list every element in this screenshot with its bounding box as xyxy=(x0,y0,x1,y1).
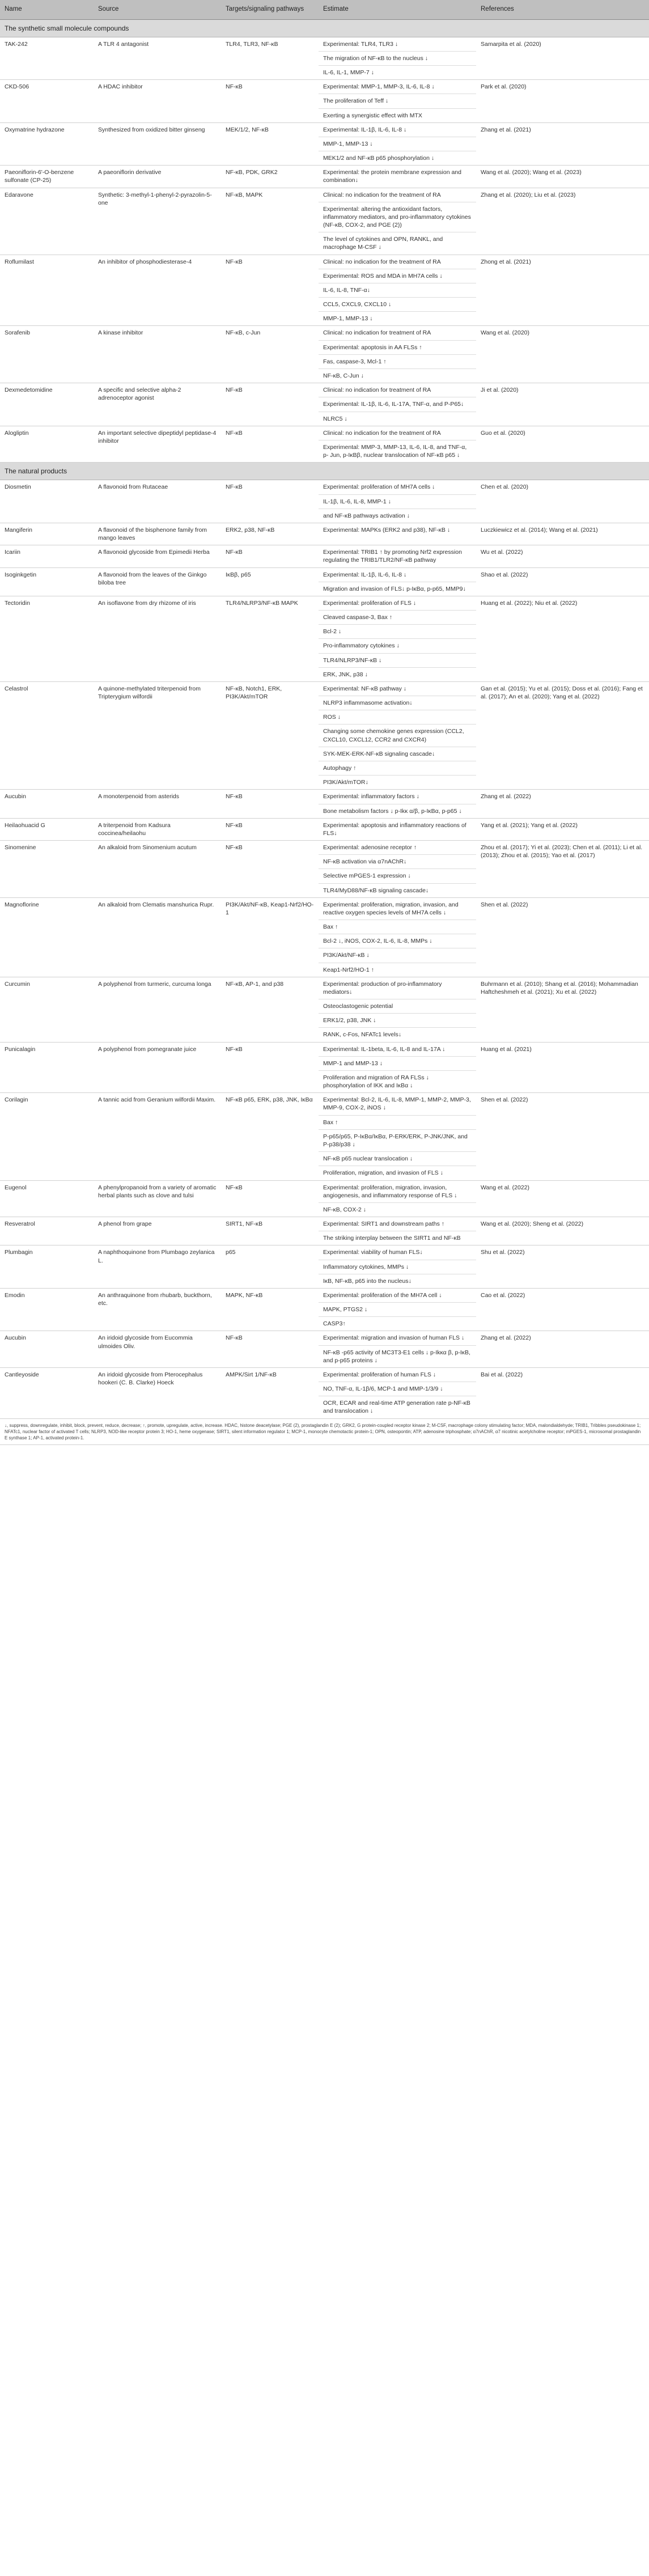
compound-name: Paeoniflorin-6'-O-benzene sulfonate (CP-25) xyxy=(0,166,94,188)
estimate-line: Proliferation and migration of RA FLSs ↓ phosphorylation of IKK and IκBα ↓ xyxy=(323,1074,429,1090)
table-row xyxy=(0,166,649,188)
compound-source: Synthesized from oxidized bitter ginseng xyxy=(94,122,221,166)
footnote-row xyxy=(0,1418,649,1445)
compound-name: Resveratrol xyxy=(0,1217,94,1245)
compound-source: A flavonoid glycoside from Epimedii Herba xyxy=(94,545,221,567)
section-row xyxy=(0,19,649,37)
compound-name: Heilaohuacid G xyxy=(0,818,94,840)
estimate-line: and NF-κB pathways activation ↓ xyxy=(323,512,410,519)
compound-estimate xyxy=(319,80,476,123)
estimate-line: Experimental: SIRT1 and downstream paths ↑ xyxy=(319,1217,476,1231)
compound-name: Sorafenib xyxy=(0,326,94,383)
header-source: Source xyxy=(94,0,221,19)
compound-targets: NF-κB xyxy=(221,545,319,567)
compound-name: Plumbagin xyxy=(0,1245,94,1289)
table-row xyxy=(0,188,649,255)
estimate-line: CCL5, CXCL9, CXCL10 ↓ xyxy=(319,298,476,312)
table-row xyxy=(0,841,649,898)
estimate-line: Experimental: the protein membrane expression and combination↓ xyxy=(323,169,461,184)
compound-estimate xyxy=(319,818,476,840)
compound-estimate xyxy=(319,1217,476,1245)
estimate-line: Bax ↑ xyxy=(319,1116,476,1130)
compound-targets: NF-κB xyxy=(221,818,319,840)
compound-estimate xyxy=(319,383,476,426)
estimate-line: Experimental: NF-κB pathway ↓ xyxy=(319,682,476,696)
compound-source: A kinase inhibitor xyxy=(94,326,221,383)
compound-references: Wu et al. (2022) xyxy=(476,545,649,567)
compound-estimate xyxy=(319,188,476,255)
compound-estimate xyxy=(319,1245,476,1289)
compound-name: Tectoridin xyxy=(0,596,94,681)
compound-estimate xyxy=(319,1042,476,1093)
compound-references: Zhang et al. (2022) xyxy=(476,1331,649,1368)
estimate-line: Changing some chemokine genes expression (CCL2, CXCL10, CXCL12, CCR2 and CXCR4) xyxy=(319,724,476,747)
compound-source: A phenol from grape xyxy=(94,1217,221,1245)
estimate-line: NF-κB activation via α7nAChR↓ xyxy=(319,855,476,869)
estimate-line: PI3K/Akt/NF-κB ↓ xyxy=(319,948,476,963)
compound-estimate xyxy=(319,37,476,80)
compound-references: Bai et al. (2022) xyxy=(476,1367,649,1418)
compound-references: Park et al. (2020) xyxy=(476,80,649,123)
table-row xyxy=(0,326,649,383)
estimate-line: Autophagy ↑ xyxy=(319,761,476,776)
header-references: References xyxy=(476,0,649,19)
compound-source: Synthetic: 3-methyl-1-phenyl-2-pyrazolin-5-one xyxy=(94,188,221,255)
compound-estimate xyxy=(319,977,476,1042)
compound-name: TAK-242 xyxy=(0,37,94,80)
compound-references: Shen et al. (2022) xyxy=(476,897,649,977)
compound-references: Zhou et al. (2017); Yi et al. (2023); Chen et al. (2011); Li et al. (2013); Zhou et al. (2015); Yao et al. (2017) xyxy=(476,841,649,898)
compound-references: Chen et al. (2020) xyxy=(476,480,649,523)
compound-targets: NF-κB xyxy=(221,790,319,818)
estimate-line: P-p65/p65, P-IκBα/IκBα, P-ERK/ERK, P-JNK/JNK, and P-p38/p38 ↓ xyxy=(319,1130,476,1152)
compound-references: Cao et al. (2022) xyxy=(476,1288,649,1331)
compound-targets: NF-κB, Notch1, ERK, PI3K/Akt/mTOR xyxy=(221,681,319,789)
table-row xyxy=(0,383,649,426)
section-row xyxy=(0,463,649,480)
estimate-line: Experimental: MMP-1, MMP-3, IL-6, IL-8 ↓ xyxy=(319,80,476,94)
compound-references: Wang et al. (2020); Sheng et al. (2022) xyxy=(476,1217,649,1245)
table-row xyxy=(0,1331,649,1368)
estimate-line: Experimental: altering the antioxidant factors, inflammatory mediators, and pro-inflammatory cytokines (NF-κB, COX-2, and PGE (2)) xyxy=(319,202,476,233)
compound-targets: TLR4/NLRP3/NF-κB MAPK xyxy=(221,596,319,681)
compound-name: Punicalagin xyxy=(0,1042,94,1093)
estimate-line: Experimental: IL-1β, IL-6, IL-8 ↓ xyxy=(319,568,476,582)
compound-targets: ERK2, p38, NF-κB xyxy=(221,523,319,545)
estimate-line: MEK1/2 and NF-κB p65 phosphorylation ↓ xyxy=(323,155,435,162)
estimate-line: Proliferation, migration, and invasion of FLS ↓ xyxy=(323,1170,443,1177)
compound-estimate xyxy=(319,681,476,789)
estimate-line: Migration and invasion of FLS↓ p-IκBα, p-p65, MMP9↓ xyxy=(323,585,466,592)
estimate-line: RANK, c-Fos, NFATc1 levels↓ xyxy=(323,1031,402,1039)
table-row xyxy=(0,1093,649,1180)
estimate-line: Clinical: no indication for the treatment of RA xyxy=(319,255,476,269)
estimate-line: Experimental: Bcl-2, IL-6, IL-8, MMP-1, MMP-2, MMP-3, MMP-9, COX-2, iNOS ↓ xyxy=(319,1093,476,1115)
compound-estimate xyxy=(319,1367,476,1418)
compound-estimate xyxy=(319,1331,476,1368)
estimate-line: NF-κB p65 nuclear translocation ↓ xyxy=(319,1152,476,1166)
compound-name: Alogliptin xyxy=(0,426,94,463)
compound-estimate xyxy=(319,567,476,596)
estimate-line: IL-1β, IL-6, IL-8, MMP-1 ↓ xyxy=(319,495,476,509)
compound-references: Gan et al. (2015); Yu et al. (2015); Doss et al. (2016); Fang et al. (2017); An et al. (2020); Yang et al. (2022) xyxy=(476,681,649,789)
compound-references: Guo et al. (2020) xyxy=(476,426,649,463)
compound-name: Isoginkgetin xyxy=(0,567,94,596)
estimate-line: NO, TNF-α, IL-1β/6, MCP-1 and MMP-1/3/9 ↓ xyxy=(319,1382,476,1396)
compound-source: An iridoid glycoside from Pterocephalus hookeri (C. B. Clarke) Hoeck xyxy=(94,1367,221,1418)
compound-source: A tannic acid from Geranium wilfordii Maxim. xyxy=(94,1093,221,1180)
estimate-line: Experimental: IL-1β, IL-6, IL-8 ↓ xyxy=(319,123,476,137)
section-title: The synthetic small molecule compounds xyxy=(0,19,649,37)
header-targets: Targets/signaling pathways xyxy=(221,0,319,19)
table-row xyxy=(0,426,649,463)
estimate-line: MAPK, PTGS2 ↓ xyxy=(319,1303,476,1317)
estimate-line: Bcl-2 ↓, iNOS, COX-2, IL-6, IL-8, MMPs ↓ xyxy=(319,934,476,948)
compound-name: Emodin xyxy=(0,1288,94,1331)
estimate-line: Clinical: no indication for the treatment of RA xyxy=(319,188,476,202)
compound-estimate xyxy=(319,790,476,818)
estimate-line: Experimental: apoptosis and inflammatory reactions of FLS↓ xyxy=(323,821,466,837)
compound-estimate xyxy=(319,480,476,523)
estimate-line: TLR4/NLRP3/NF-κB ↓ xyxy=(319,654,476,668)
compound-targets: PI3K/Akt/NF-κB, Keap1-Nrf2/HO-1 xyxy=(221,897,319,977)
compound-targets: NF-κB, PDK, GRK2 xyxy=(221,166,319,188)
compound-targets: NF-κB xyxy=(221,1180,319,1217)
estimate-line: Fas, caspase-3, Mcl-1 ↑ xyxy=(319,355,476,369)
compound-estimate xyxy=(319,523,476,545)
compound-estimate xyxy=(319,255,476,326)
estimate-line: Experimental: proliferation, migration, invasion, and reactive oxygen species levels of MH7A cells ↓ xyxy=(319,898,476,920)
compound-references: Shen et al. (2022) xyxy=(476,1093,649,1180)
compound-source: A flavonoid from the leaves of the Ginkgo biloba tree xyxy=(94,567,221,596)
table-row xyxy=(0,681,649,789)
estimate-line: ERK1/2, p38, JNK ↓ xyxy=(319,1014,476,1028)
compound-targets: NF-κB xyxy=(221,841,319,898)
compound-source: A polyphenol from pomegranate juice xyxy=(94,1042,221,1093)
estimate-line: ROS ↓ xyxy=(319,710,476,724)
estimate-line: Pro-inflammatory cytokines ↓ xyxy=(319,639,476,653)
estimate-line: ERK, JNK, p38 ↓ xyxy=(323,671,368,678)
estimate-line: Exerting a synergistic effect with MTX xyxy=(323,112,422,119)
estimate-line: Osteoclastogenic potential xyxy=(319,999,476,1014)
estimate-line: The proliferation of Teff ↓ xyxy=(319,94,476,108)
compound-references: Wang et al. (2020); Wang et al. (2023) xyxy=(476,166,649,188)
table-row xyxy=(0,1245,649,1289)
estimate-line: Experimental: apoptosis in AA FLSs ↑ xyxy=(319,341,476,355)
compound-targets: TLR4, TLR3, NF-κB xyxy=(221,37,319,80)
estimate-line: Experimental: proliferation of human FLS ↓ xyxy=(319,1368,476,1382)
compound-targets: NF-κB xyxy=(221,80,319,123)
compound-references: Yang et al. (2021); Yang et al. (2022) xyxy=(476,818,649,840)
table-row xyxy=(0,545,649,567)
estimate-line: SYK-MEK-ERK-NF-κB signaling cascade↓ xyxy=(319,747,476,761)
compound-name: Sinomenine xyxy=(0,841,94,898)
table-row xyxy=(0,977,649,1042)
compound-targets: MEK/1/2, NF-κB xyxy=(221,122,319,166)
compound-source: A HDAC inhibitor xyxy=(94,80,221,123)
compound-source: An alkaloid from Sinomenium acutum xyxy=(94,841,221,898)
compound-references: Huang et al. (2022); Niu et al. (2022) xyxy=(476,596,649,681)
compound-source: A flavonoid from Rutaceae xyxy=(94,480,221,523)
compound-references: Shao et al. (2022) xyxy=(476,567,649,596)
estimate-line: Experimental: migration and invasion of human FLS ↓ xyxy=(319,1331,476,1345)
estimate-line: MMP-1, MMP-13 ↓ xyxy=(319,137,476,151)
compound-name: Oxymatrine hydrazone xyxy=(0,122,94,166)
compound-source: An isoflavone from dry rhizome of iris xyxy=(94,596,221,681)
estimate-line: NLRC5 ↓ xyxy=(323,415,347,422)
compound-references: Samarpita et al. (2020) xyxy=(476,37,649,80)
table-row xyxy=(0,818,649,840)
compound-source: A polyphenol from turmeric, curcuma longa xyxy=(94,977,221,1042)
table-row xyxy=(0,596,649,681)
compound-source: An anthraquinone from rhubarb, buckthorn, etc. xyxy=(94,1288,221,1331)
compound-name: Dexmedetomidine xyxy=(0,383,94,426)
estimate-line: IκB, NF-κB, p65 into the nucleus↓ xyxy=(323,1277,412,1285)
compound-references: Wang et al. (2020) xyxy=(476,326,649,383)
estimate-line: Experimental: MMP-3, MMP-13, IL-6, IL-8, and TNF-α, p- Jun, p-IκBβ, nuclear translocation of NF-κB p65 ↓ xyxy=(323,443,467,459)
compound-source: A phenylpropanoid from a variety of aromatic herbal plants such as clove and tulsi xyxy=(94,1180,221,1217)
table-row xyxy=(0,567,649,596)
compound-estimate xyxy=(319,596,476,681)
compound-references: Zhong et al. (2021) xyxy=(476,255,649,326)
compound-name: Edaravone xyxy=(0,188,94,255)
compound-source: A monoterpenoid from asterids xyxy=(94,790,221,818)
compound-targets: AMPK/Sirt 1/NF-κB xyxy=(221,1367,319,1418)
estimate-line: Bax ↑ xyxy=(319,920,476,934)
table-row xyxy=(0,523,649,545)
compound-references: Zhang et al. (2022) xyxy=(476,790,649,818)
compound-references: Wang et al. (2022) xyxy=(476,1180,649,1217)
estimate-line: Experimental: IL-1beta, IL-6, IL-8 and IL-17A ↓ xyxy=(319,1043,476,1057)
estimate-line: Experimental: MAPKs (ERK2 and p38), NF-κB ↓ xyxy=(323,526,451,533)
compound-name: Cantleyoside xyxy=(0,1367,94,1418)
compound-targets: SIRT1, NF-κB xyxy=(221,1217,319,1245)
compound-estimate xyxy=(319,897,476,977)
compound-source: A specific and selective alpha-2 adrenoceptor agonist xyxy=(94,383,221,426)
table-row xyxy=(0,1217,649,1245)
compound-targets: NF-κB xyxy=(221,426,319,463)
estimate-line: Keap1-Nrf2/HO-1 ↑ xyxy=(323,966,374,973)
compound-targets: p65 xyxy=(221,1245,319,1289)
compound-references: Zhang et al. (2021) xyxy=(476,122,649,166)
compound-name: Icariin xyxy=(0,545,94,567)
estimate-line: Experimental: ROS and MDA in MH7A cells ↓ xyxy=(319,269,476,283)
header-estimate: Estimate xyxy=(319,0,476,19)
estimate-line: Clinical: no indication for the treatment of RA xyxy=(319,426,476,440)
compound-targets: NF-κB xyxy=(221,1331,319,1368)
header-name: Name xyxy=(0,0,94,19)
table-row xyxy=(0,1042,649,1093)
compound-name: Diosmetin xyxy=(0,480,94,523)
compound-references: Huang et al. (2021) xyxy=(476,1042,649,1093)
compound-targets: NF-κB xyxy=(221,480,319,523)
estimate-line: Experimental: viability of human FLS↓ xyxy=(319,1245,476,1260)
compound-source: A naphthoquinone from Plumbago zeylanica L. xyxy=(94,1245,221,1289)
compound-source: A triterpenoid from Kadsura coccinea/heilaohu xyxy=(94,818,221,840)
estimate-line: IL-6, IL-1, MMP-7 ↓ xyxy=(323,69,374,77)
compound-source: A quinone-methylated triterpenoid from Tripterygium wilfordii xyxy=(94,681,221,789)
compound-references: Shu et al. (2022) xyxy=(476,1245,649,1289)
estimate-line: MMP-1 and MMP-13 ↓ xyxy=(319,1057,476,1071)
estimate-line: Experimental: IL-1β, IL-6, IL-17A, TNF-α, and P-P65↓ xyxy=(319,397,476,412)
compound-estimate xyxy=(319,122,476,166)
table-row xyxy=(0,255,649,326)
compound-targets: NF-κB, AP-1, and p38 xyxy=(221,977,319,1042)
compound-estimate xyxy=(319,1288,476,1331)
compound-source: An important selective dipeptidyl peptidase-4 inhibitor xyxy=(94,426,221,463)
compound-name: Curcumin xyxy=(0,977,94,1042)
table-row xyxy=(0,790,649,818)
compound-targets: NF-κB, MAPK xyxy=(221,188,319,255)
table-row xyxy=(0,480,649,523)
compound-targets: NF-κB, c-Jun xyxy=(221,326,319,383)
estimate-line: Cleaved caspase-3, Bax ↑ xyxy=(319,611,476,625)
estimate-line: The migration of NF-κB to the nucleus ↓ xyxy=(319,52,476,66)
estimate-line: Bone metabolism factors ↓ p-Ikκ α/β, p-IκBα, p-p65 ↓ xyxy=(323,807,462,815)
compound-estimate xyxy=(319,1093,476,1180)
estimate-line: Clinical: no indication for treatment of RA xyxy=(319,383,476,397)
estimate-line: The level of cytokines and OPN, RANKL, and macrophage M-CSF ↓ xyxy=(323,236,443,251)
compound-name: Celastrol xyxy=(0,681,94,789)
estimate-line: Bcl-2 ↓ xyxy=(319,625,476,639)
compound-estimate xyxy=(319,545,476,567)
compound-estimate xyxy=(319,1180,476,1217)
estimate-line: Experimental: TLR4, TLR3 ↓ xyxy=(319,37,476,52)
compound-targets: MAPK, NF-κB xyxy=(221,1288,319,1331)
section-title: The natural products xyxy=(0,463,649,480)
estimate-line: Experimental: production of pro-inflammatory mediators↓ xyxy=(319,977,476,999)
estimate-line: NF-κB, COX-2 ↓ xyxy=(323,1206,366,1213)
estimate-line: Experimental: TRIB1 ↑ by promoting Nrf2 expression regulating the TRIB1/TLR2/NF-κB pathway xyxy=(323,549,462,564)
table-row xyxy=(0,122,649,166)
estimate-line: NF-κB, C-Jun ↓ xyxy=(323,372,364,379)
table-row xyxy=(0,1367,649,1418)
compound-estimate xyxy=(319,326,476,383)
compound-targets: NF-κB xyxy=(221,255,319,326)
compound-name: Aucubin xyxy=(0,790,94,818)
estimate-line: PI3K/Akt/mTOR↓ xyxy=(323,779,368,786)
estimate-line: NF-κB -p65 activity of MC3T3-E1 cells ↓ p-Ikκα β, p-IκB, and p-p65 proteins ↓ xyxy=(323,1349,470,1364)
compound-name: Roflumilast xyxy=(0,255,94,326)
estimate-line: Clinical: no indication for treatment of RA xyxy=(319,326,476,340)
table-body xyxy=(0,19,649,1418)
compound-source: An inhibitor of phosphodiesterase-4 xyxy=(94,255,221,326)
compound-name: Eugenol xyxy=(0,1180,94,1217)
estimate-line: Selective mPGES-1 expression ↓ xyxy=(319,869,476,883)
compound-targets: NF-κB xyxy=(221,383,319,426)
estimate-line: Experimental: inflammatory factors ↓ xyxy=(319,790,476,804)
estimate-line: Experimental: proliferation of the MH7A cell ↓ xyxy=(319,1289,476,1303)
compound-name: Magnoflorine xyxy=(0,897,94,977)
estimate-line: IL-6, IL-8, TNF-α↓ xyxy=(319,283,476,298)
compound-source: A flavonoid of the bisphenone family from mango leaves xyxy=(94,523,221,545)
compound-name: Corilagin xyxy=(0,1093,94,1180)
compound-estimate xyxy=(319,841,476,898)
compound-name: CKD-506 xyxy=(0,80,94,123)
compound-source: An iridoid glycoside from Eucommia ulmoides Oliv. xyxy=(94,1331,221,1368)
compound-estimate xyxy=(319,426,476,463)
estimate-line: OCR, ECAR and real-time ATP generation rate p-NF-κB and translocation ↓ xyxy=(323,1400,470,1415)
compound-name: Aucubin xyxy=(0,1331,94,1368)
estimate-line: The striking interplay between the SIRT1 and NF-κB xyxy=(323,1235,461,1242)
table-row xyxy=(0,80,649,123)
estimate-line: MMP-1, MMP-13 ↓ xyxy=(323,315,373,323)
estimate-line: NLRP3 inflammasome activation↓ xyxy=(319,696,476,710)
estimate-line: Experimental: proliferation of FLS ↓ xyxy=(319,596,476,611)
compound-references: Buhrmann et al. (2010); Shang et al. (2016); Mohammadian Haftcheshmeh et al. (2021); Xu et al. (2022) xyxy=(476,977,649,1042)
compound-source: An alkaloid from Clematis manshurica Rupr. xyxy=(94,897,221,977)
compound-targets: NF-κB xyxy=(221,1042,319,1093)
estimate-line: Experimental: proliferation of MH7A cells ↓ xyxy=(319,480,476,494)
compound-targets: IκBβ, p65 xyxy=(221,567,319,596)
estimate-line: CASP3↑ xyxy=(323,1320,346,1328)
table-row xyxy=(0,1288,649,1331)
estimate-line: Experimental: adenosine receptor ↑ xyxy=(319,841,476,855)
table-row xyxy=(0,1180,649,1217)
compound-references: Zhang et al. (2020); Liu et al. (2023) xyxy=(476,188,649,255)
compound-name: Mangiferin xyxy=(0,523,94,545)
estimate-line: TLR4/MyD88/NF-κB signaling cascade↓ xyxy=(323,887,429,894)
estimate-line: Inflammatory cytokines, MMPs ↓ xyxy=(319,1260,476,1274)
compound-references: Luczkiewicz et al. (2014); Wang et al. (2021) xyxy=(476,523,649,545)
compound-targets: NF-κB p65, ERK, p38, JNK, IκBα xyxy=(221,1093,319,1180)
compound-source: A TLR 4 antagonist xyxy=(94,37,221,80)
compound-estimate xyxy=(319,166,476,188)
table-row xyxy=(0,897,649,977)
header-row xyxy=(0,0,649,19)
estimate-line: Experimental: proliferation, migration, invasion, angiogenesis, and inflammatory response of FLS ↓ xyxy=(319,1181,476,1203)
footnote: ↓, suppress, downregulate, inhibit, block, prevent, reduce, decrease; ↑, promote, upregulate, active, increase. HDAC, histone deacetylase; PGE (2), prostaglandin E (2); GRK2, G protein-coupled receptor kinase 2; M-CSF, macrophage colony stimulating factor; MDA, malondialdehyde; TRIB1, Tribbles pseudokinase 1; NFATc1, nuclear factor of activated T cells; NLRP3, NOD-like receptor protein 3; HO-1, heme oxygenase; SIRT1, silent information regulator 1; MCP-1, monocyte chemotactic protein-1; OPN, osteopontin; ATP, adenosine triphosphate; α7nAChR, α7 nicotinic acetylcholine receptor; mPGES-1, microsomal prostaglandin E synthase 1; AP-1, activated protein-1. xyxy=(0,1418,649,1445)
compound-source: A paeoniflorin derivative xyxy=(94,166,221,188)
compound-references: Ji et al. (2020) xyxy=(476,383,649,426)
table-row xyxy=(0,37,649,80)
